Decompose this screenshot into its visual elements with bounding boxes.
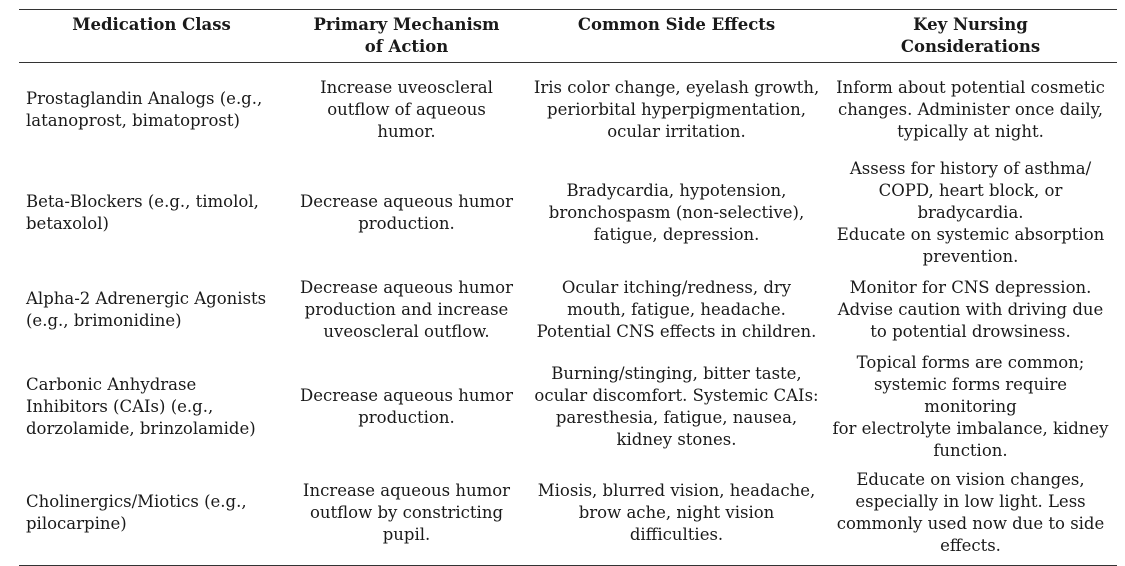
- table-row: [19, 63, 1117, 158]
- cell-medication-class: Cholinergics/Miotics (e.g., pilocarpine): [19, 462, 284, 566]
- header-medication-class: Medication Class: [19, 10, 284, 63]
- cell-medication-class: Beta-Blockers (e.g., timolol, betaxolol): [26, 191, 259, 233]
- header-side-effects: Common Side Effects: [529, 10, 824, 63]
- table-row: [19, 158, 1117, 268]
- cell-mechanism: Increase uveoscleral outflow of aqueous humor.: [320, 78, 493, 142]
- table-row: [19, 352, 1117, 462]
- cell-mechanism: Decrease aqueous humor production and increase uveoscleral outflow.: [300, 277, 513, 341]
- table-body: [19, 63, 1117, 566]
- medication-table: [19, 9, 1117, 566]
- table-row: [19, 462, 1117, 566]
- cell-side-effects: Iris color change, eyelash growth, periorbital hyperpigmentation, ocular irritation.: [533, 78, 820, 142]
- cell-mechanism: Decrease aqueous humor production.: [300, 385, 513, 427]
- cell-side-effects: Miosis, blurred vision, headache, brow ache, night vision difficulties.: [529, 462, 824, 566]
- cell-nursing: Educate on vision changes, especially in low light. Less commonly used now due to side effects.: [824, 462, 1117, 566]
- header-row: [19, 10, 1117, 63]
- cell-medication-class: Carbonic Anhydrase Inhibitors (CAIs) (e.g., dorzolamide, brinzolamide): [26, 374, 256, 438]
- cell-mechanism: Decrease aqueous humor production.: [300, 191, 513, 233]
- cell-nursing: Topical forms are common; systemic forms require monitoring for electrolyte imbalance, kidney function.: [832, 352, 1109, 460]
- cell-medication-class: Prostaglandin Analogs (e.g., latanoprost, bimatoprost): [26, 89, 263, 131]
- cell-side-effects: Ocular itching/redness, dry mouth, fatigue, headache. Potential CNS effects in children.: [536, 277, 817, 341]
- cell-nursing: Inform about potential cosmetic changes. Administer once daily, typically at night.: [836, 78, 1105, 142]
- cell-side-effects: Burning/stinging, bitter taste, ocular discomfort. Systemic CAIs: paresthesia, fatigue, nausea, kidney stones.: [534, 363, 819, 449]
- cell-side-effects: Bradycardia, hypotension, bronchospasm (non-selective), fatigue, depression.: [548, 180, 805, 244]
- cell-nursing: Assess for history of asthma/ COPD, heart block, or bradycardia. Educate on systemic absorption prevention.: [836, 158, 1105, 266]
- header-mechanism: Primary Mechanism of Action: [284, 10, 529, 63]
- cell-medication-class: Alpha-2 Adrenergic Agonists (e.g., brimonidine): [26, 288, 267, 330]
- table-row: [19, 268, 1117, 352]
- cell-mechanism: Increase aqueous humor outflow by constricting pupil.: [284, 462, 529, 566]
- cell-nursing: Monitor for CNS depression. Advise caution with driving due to potential drowsiness.: [837, 277, 1104, 341]
- header-nursing-considerations: Key Nursing Considerations: [824, 10, 1117, 63]
- table-header: [19, 10, 1117, 63]
